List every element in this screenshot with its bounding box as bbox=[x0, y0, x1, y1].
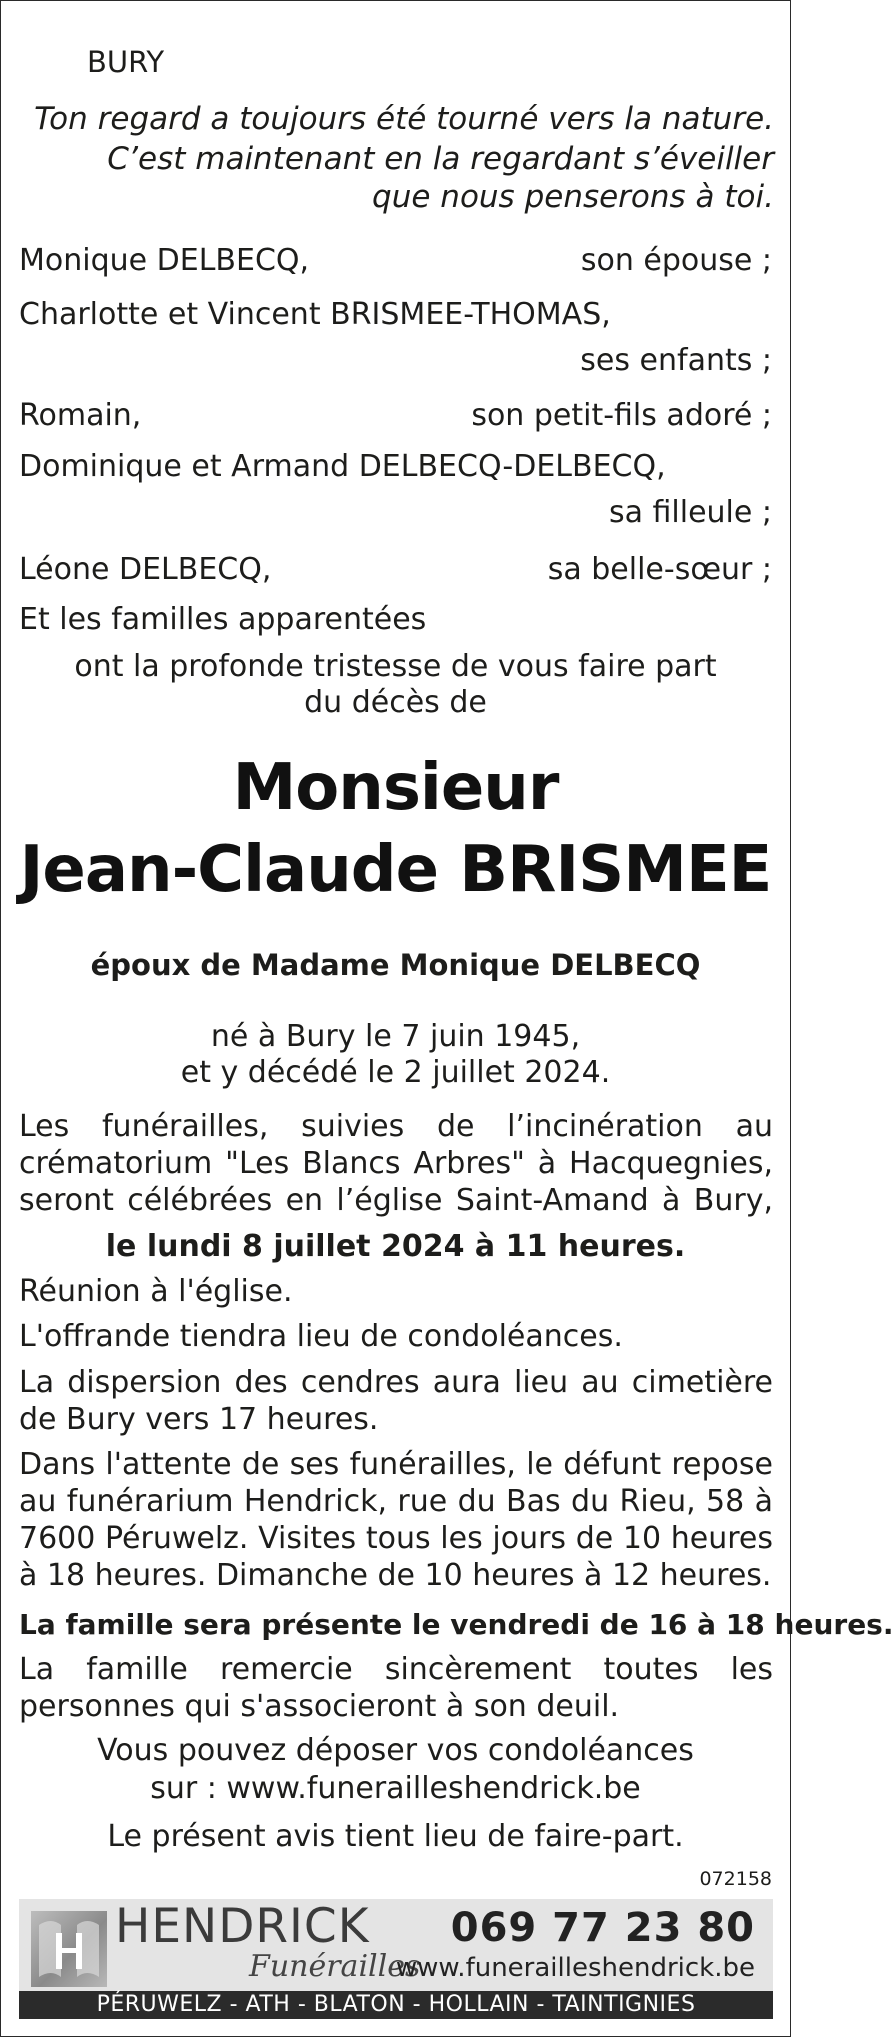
phone-number: 069 77 23 80 bbox=[450, 1905, 755, 1951]
relative-relation: sa belle-sœur ; bbox=[547, 552, 772, 587]
relative-relation: ses enfants ; bbox=[580, 343, 772, 378]
relative-name: Monique DELBECQ, bbox=[19, 243, 310, 278]
condolences-line-2: sur : www.funerailleshendrick.be bbox=[150, 1771, 641, 1806]
offering-line: L'offrande tiendra lieu de condoléances. bbox=[19, 1319, 623, 1354]
notice-line: Le présent avis tient lieu de faire-part. bbox=[107, 1819, 684, 1854]
relative-name: Romain, bbox=[19, 398, 142, 433]
relative-relation: son petit-fils adoré ; bbox=[471, 398, 772, 433]
relative-name: Charlotte et Vincent BRISMEE-THOMAS, bbox=[19, 297, 611, 332]
relative-name: Dominique et Armand DELBECQ-DELBECQ, bbox=[19, 449, 666, 484]
location-label: BURY bbox=[87, 45, 165, 79]
birth-line: né à Bury le 7 juin 1945, bbox=[210, 1019, 581, 1054]
hendrick-logo-icon bbox=[31, 1911, 107, 1987]
death-line: et y décédé le 2 juillet 2024. bbox=[180, 1055, 611, 1090]
ashes-paragraph: La dispersion des cendres aura lieu au cimetière de Bury vers 17 heures. bbox=[19, 1365, 773, 1437]
poem-line-1: Ton regard a toujours été tourné vers la nature. bbox=[34, 101, 774, 137]
locations-bar: PÉRUWELZ - ATH - BLATON - HOLLAIN - TAINTIGNIES bbox=[19, 1991, 773, 2019]
funeral-paragraph: Les funérailles, suivies de l’incinération au crématorium "Les Blancs Arbres" à Hacquegnies, seront célébrées en l’église Saint-Amand à Bury, bbox=[19, 1109, 773, 1218]
deceased-name: Jean-Claude BRISMEE bbox=[19, 833, 772, 907]
deceased-title: Monsieur bbox=[232, 751, 559, 825]
meeting-line: Réunion à l'église. bbox=[19, 1274, 293, 1309]
intro-line-1: ont la profonde tristesse de vous faire part bbox=[74, 649, 717, 684]
poem-line-3: que nous penserons à toi. bbox=[372, 179, 774, 215]
relative-relation: sa filleule ; bbox=[608, 495, 772, 530]
family-presence-line: La famille sera présente le vendredi de 16 à 18 heures. bbox=[19, 1608, 893, 1641]
brand-subtitle: Funérailles bbox=[249, 1949, 421, 1984]
funeral-date: le lundi 8 juillet 2024 à 11 heures. bbox=[105, 1229, 686, 1264]
brand-name: HENDRICK bbox=[115, 1899, 370, 1954]
relative-relation: son épouse ; bbox=[580, 243, 772, 278]
relative-name: Léone DELBECQ, bbox=[19, 552, 272, 587]
poem-line-2: C’est maintenant en la regardant s’éveiller bbox=[107, 141, 774, 177]
reference-number: 072158 bbox=[699, 1868, 772, 1890]
website-link[interactable]: www.funerailleshendrick.be bbox=[395, 1953, 755, 1983]
condolences-line-1: Vous pouvez déposer vos condoléances bbox=[97, 1733, 694, 1768]
intro-line-2: du décès de bbox=[304, 685, 487, 720]
thanks-paragraph: La famille remercie sincèrement toutes les personnes qui s'associeront à son deuil. bbox=[19, 1652, 773, 1724]
funeral-home-banner bbox=[19, 1899, 773, 2019]
spouse-line: époux de Madame Monique DELBECQ bbox=[90, 948, 701, 982]
families-line: Et les familles apparentées bbox=[19, 602, 427, 637]
visits-paragraph: Dans l'attente de ses funérailles, le défunt repose au funérarium Hendrick, rue du Bas du Rieu, 58 à 7600 Péruwelz. Visites tous les jours de 10 heures à 18 heures. Dimanche de 10 heures à 12 heures. bbox=[19, 1447, 773, 1593]
